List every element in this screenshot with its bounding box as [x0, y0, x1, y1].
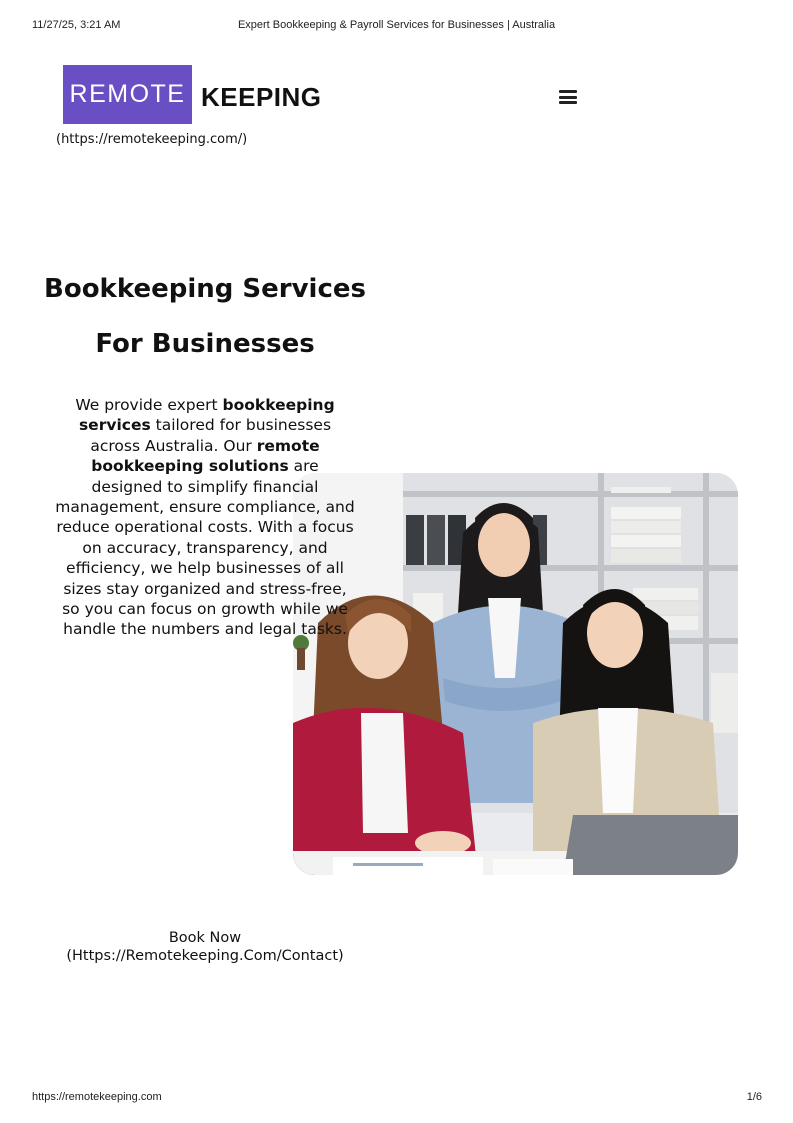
hero-description [55, 395, 355, 640]
print-page-number: 1/6 [746, 1091, 762, 1103]
print-header [0, 19, 793, 35]
hero-text-part1: We provide expert [75, 396, 223, 414]
hero-title-line2: For Businesses [95, 329, 315, 359]
logo-box[interactable]: REMOTE [63, 65, 192, 124]
hero-title [40, 262, 370, 372]
book-now-link[interactable] [55, 929, 355, 965]
hero-title-line1: Bookkeeping Services [44, 274, 366, 304]
logo-link-url[interactable]: (https://remotekeeping.com/) [56, 132, 248, 147]
print-page-title: Expert Bookkeeping & Payroll Services for Businesses | Australia [237, 19, 556, 31]
hero-text-bold2: remote bookkeeping solutions [91, 436, 320, 476]
hero-text-part2: tailored for businesses across Australia. Our [90, 416, 332, 455]
print-footer-url: https://remotekeeping.com [32, 1091, 162, 1103]
hamburger-menu-icon[interactable] [559, 90, 577, 104]
logo-wordmark[interactable]: KEEPING [201, 82, 322, 112]
book-now-url[interactable]: (Https://Remotekeeping.Com/Contact) [66, 948, 344, 964]
team-photo [293, 473, 738, 875]
hero-text-part3: are designed to simplify financial management, ensure compliance, and reduce operational costs. With a focus on accuracy, transparency, and efficiency, we help businesses of all sizes stay organized and stress-free, so you can focus on growth while we handle the numbers and legal tasks. [55, 457, 355, 639]
book-now-label[interactable]: Book Now [168, 930, 242, 946]
print-footer [0, 1091, 793, 1107]
print-datetime: 11/27/25, 3:21 AM [32, 19, 121, 31]
hero-text-bold1: bookkeeping services [78, 396, 335, 435]
